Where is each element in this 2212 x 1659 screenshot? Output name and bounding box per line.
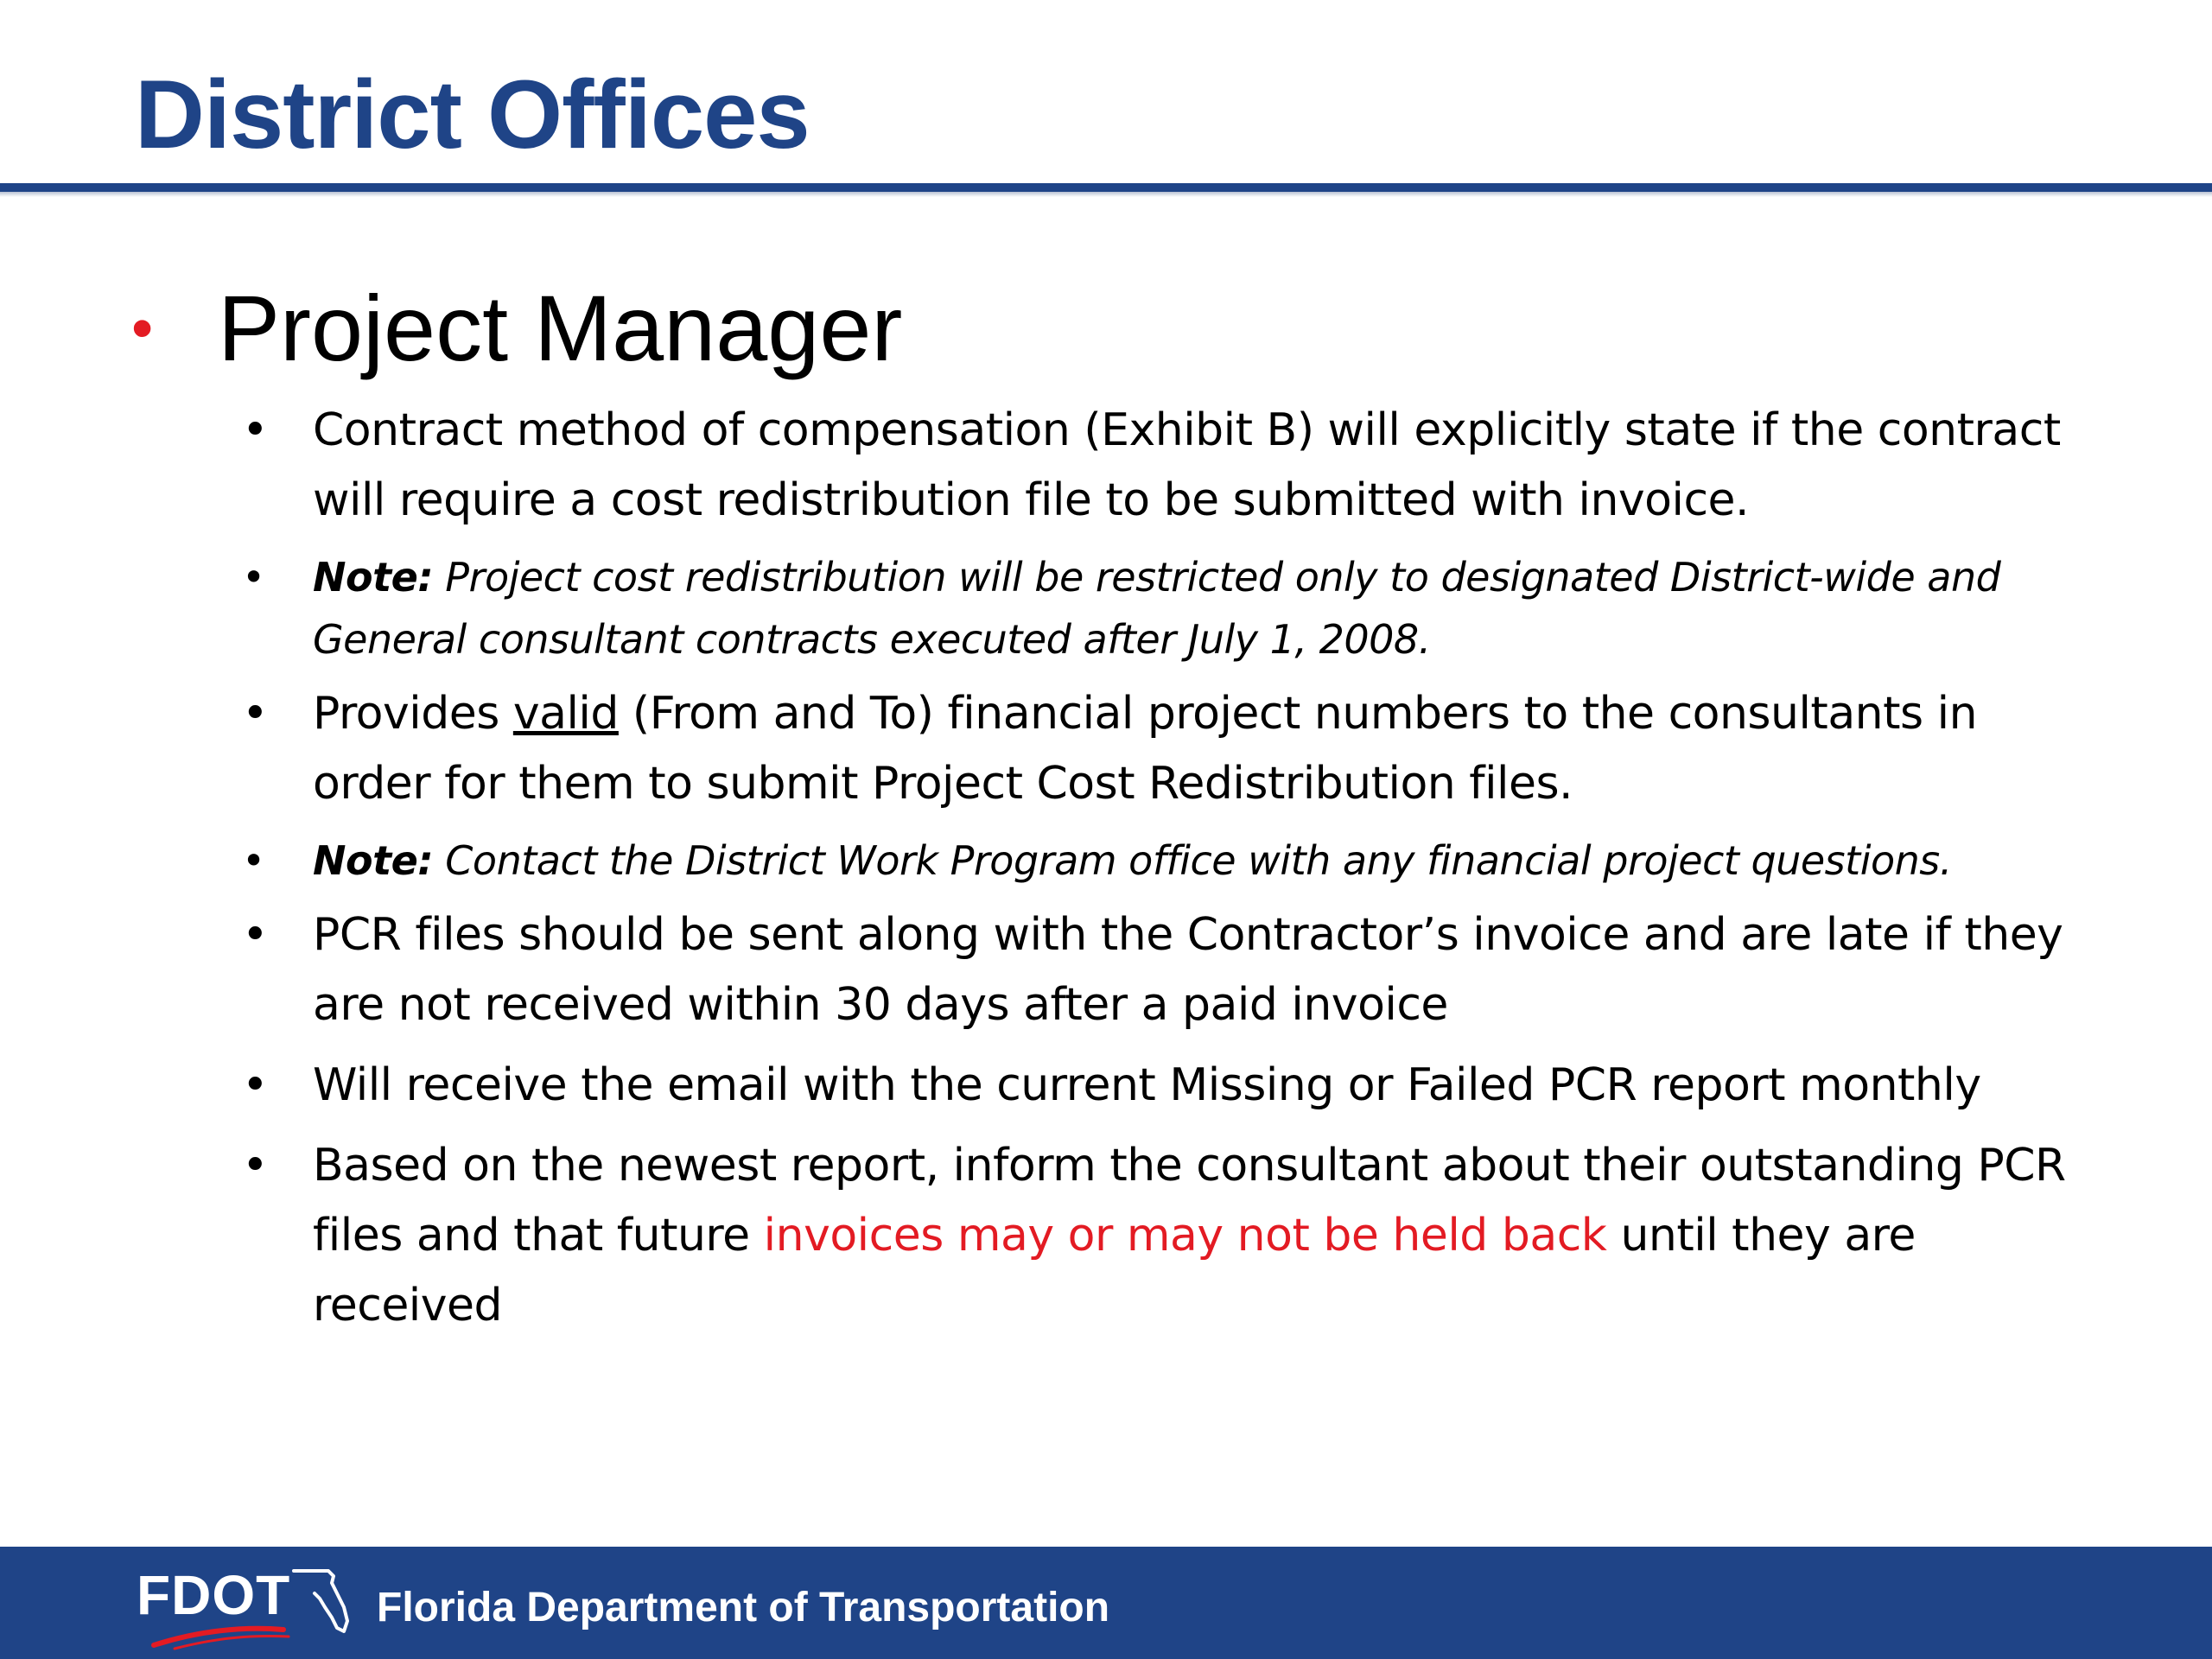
item-text: Contract method of compensation (Exhibit B) will explicitly state if the contract will require a cost redistribution file to be submitted with invoice.: [313, 404, 2061, 526]
item-text-post: until they are received: [313, 1210, 1916, 1332]
title-divider-shadow: [0, 192, 2212, 197]
list-item-note: [235, 830, 2093, 892]
note-label: Note:: [313, 554, 434, 601]
list-item: [235, 679, 2093, 819]
florida-state-outline-icon: [137, 1564, 353, 1650]
note-label: Note:: [313, 837, 434, 884]
list-item-note: [235, 546, 2093, 671]
item-text: Will receive the email with the current Missing or Failed PCR report monthly: [313, 1059, 1981, 1111]
fdot-logo: [137, 1564, 353, 1650]
item-text-pre: Provides: [313, 688, 513, 740]
bullet-list: [235, 396, 2093, 1351]
underlined-word: valid: [512, 688, 619, 740]
note-text: Contact the District Work Program office with any financial project questions.: [433, 837, 1952, 884]
list-item: [235, 1051, 2093, 1121]
main-bullet: [131, 275, 902, 382]
footer-org-name: Florida Department of Transportation: [377, 1585, 1110, 1630]
list-item: [235, 900, 2093, 1040]
item-text-pre: Based on the newest report, inform the consultant about their outstanding PCR files and that future: [313, 1140, 2066, 1262]
logo-wordmark: FDOT: [137, 1564, 291, 1626]
highlighted-text: invoices may or may not be held back: [763, 1210, 1607, 1262]
section-heading: Project Manager: [218, 276, 903, 380]
item-text-post: (From and To) financial project numbers to the consultants in order for them to submit Project Cost Redistribution files.: [313, 688, 1978, 810]
item-text: PCR files should be sent along with the Contractor’s invoice and are late if they are not received within 30 days after a paid invoice: [313, 909, 2063, 1031]
footer-bar: [0, 1547, 2212, 1659]
list-item: [235, 1131, 2093, 1341]
title-divider: [0, 183, 2212, 192]
slide-title: District Offices: [135, 60, 810, 168]
list-item: [235, 396, 2093, 536]
red-bullet-icon: •: [131, 294, 154, 364]
note-text: Project cost redistribution will be restricted only to designated District-wide and General consultant contracts executed after July 1, 2008.: [313, 554, 2001, 663]
